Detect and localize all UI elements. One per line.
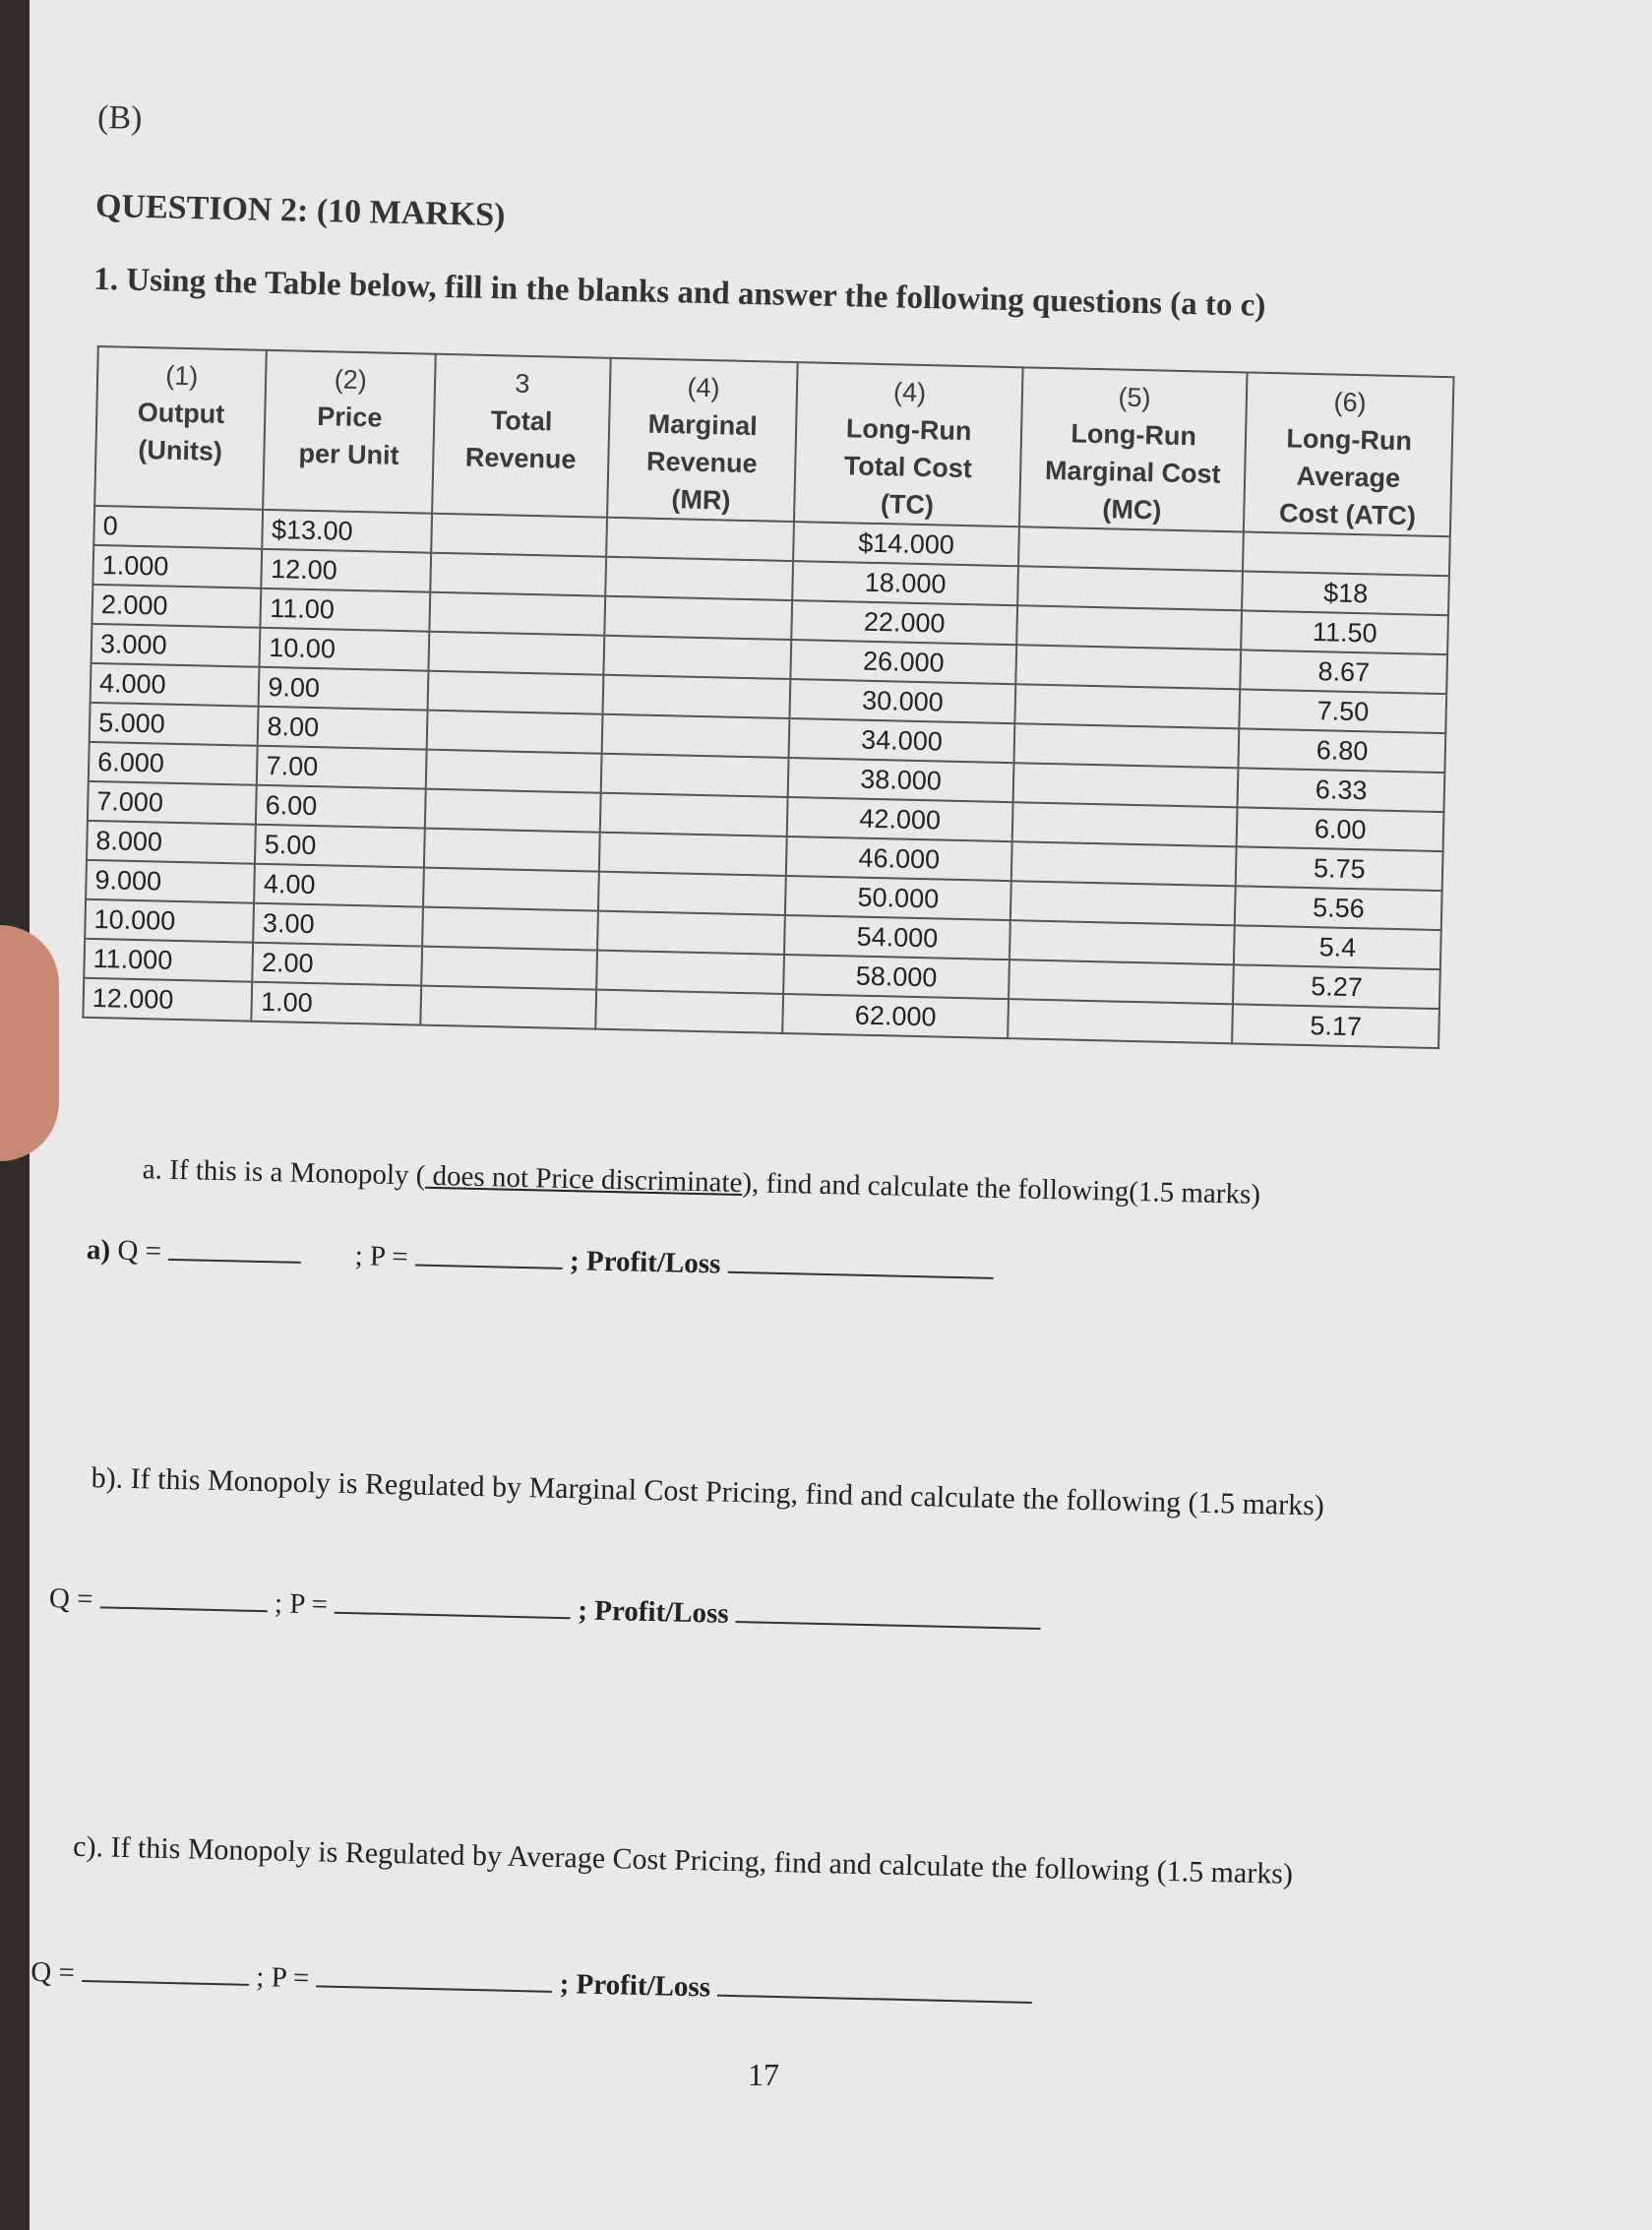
table-cell[interactable]	[1008, 999, 1233, 1043]
table-cell: 9.00	[259, 667, 428, 711]
column-title-line: Revenue	[645, 446, 758, 479]
p-label: ; P =	[274, 1587, 329, 1621]
table-cell[interactable]	[431, 514, 607, 557]
p-blank[interactable]	[316, 1959, 553, 1992]
column-header	[264, 350, 436, 514]
column-title-line: Average	[1296, 461, 1401, 494]
profit-blank[interactable]	[736, 1595, 1042, 1630]
table-cell: $13.00	[263, 510, 432, 553]
table-cell: 10.000	[85, 899, 254, 943]
table-cell[interactable]	[1013, 723, 1239, 768]
table-cell[interactable]	[603, 636, 791, 679]
table-cell[interactable]	[429, 592, 605, 636]
table-cell[interactable]	[598, 872, 786, 915]
table-cell: 5.17	[1233, 1004, 1439, 1048]
table-cell[interactable]	[597, 911, 785, 955]
q-blank[interactable]	[100, 1580, 269, 1612]
p-label: ; P =	[255, 1961, 310, 1995]
column-title-line: Marginal	[647, 408, 759, 442]
column-title-line: (MC)	[1102, 494, 1162, 526]
table-cell[interactable]	[430, 553, 606, 596]
table-cell: 5.00	[255, 825, 424, 868]
table-cell[interactable]	[604, 596, 792, 640]
column-header	[94, 346, 267, 510]
section-tag: (B)	[96, 98, 143, 137]
profit-label: ; Profit/Loss	[569, 1245, 721, 1280]
part-a-underlined: does not Price discriminate	[425, 1159, 743, 1200]
column-header	[1244, 372, 1453, 536]
table-cell: 1.00	[252, 982, 421, 1025]
table-cell[interactable]	[1017, 566, 1243, 610]
column-title-line: Total	[490, 405, 553, 437]
table-cell[interactable]	[1009, 960, 1234, 1004]
p-blank[interactable]	[335, 1586, 572, 1619]
column-title-line: Output	[137, 397, 225, 429]
column-title-line: (Units)	[138, 434, 223, 466]
column-title-line: (TC)	[880, 489, 935, 521]
table-cell: 11.50	[1242, 610, 1448, 654]
column-title-line: Cost (ATC)	[1278, 498, 1417, 531]
thumb	[0, 925, 59, 1161]
table-cell: 7.00	[257, 746, 426, 789]
table-cell: 38.000	[788, 758, 1013, 802]
table-cell[interactable]	[1010, 920, 1235, 964]
profit-label: ; Profit/Loss	[559, 1968, 711, 2004]
table-cell: 6.33	[1238, 768, 1444, 812]
table-cell: 8.67	[1241, 650, 1447, 694]
table-cell[interactable]	[605, 557, 793, 600]
table-cell[interactable]	[421, 947, 597, 990]
table-cell: 11.00	[261, 588, 430, 632]
table-cell[interactable]	[1015, 645, 1241, 689]
table-cell: 2.00	[253, 943, 422, 986]
table-cell: 4.000	[91, 663, 260, 707]
table-cell[interactable]	[420, 986, 596, 1029]
table-cell: 62.000	[782, 994, 1008, 1038]
table-cell: 18.000	[792, 561, 1017, 605]
table-cell: 2.000	[92, 585, 261, 628]
table-header-row	[94, 346, 1453, 536]
column-header	[1019, 367, 1248, 531]
paper-sheet	[30, 0, 1652, 2230]
q-label: Q =	[30, 1955, 76, 1989]
column-title-line: per Unit	[298, 438, 399, 470]
table-cell: 46.000	[786, 836, 1011, 881]
table-cell: 6.80	[1239, 728, 1445, 773]
table-cell[interactable]	[1014, 684, 1240, 728]
table-cell[interactable]	[422, 907, 598, 951]
table-cell[interactable]	[600, 754, 788, 797]
table-cell: 0	[93, 506, 263, 549]
column-number: (4)	[892, 377, 927, 408]
question-title: QUESTION 2: (10 MARKS)	[94, 187, 506, 234]
table-cell: 54.000	[784, 915, 1010, 960]
table-body	[83, 506, 1449, 1048]
table-cell: 4.00	[254, 864, 423, 907]
column-title-line: Price	[317, 402, 383, 433]
table-cell: 7.50	[1240, 689, 1446, 733]
table-cell[interactable]	[1243, 531, 1449, 576]
table-cell[interactable]	[426, 750, 602, 793]
column-header	[432, 354, 611, 518]
table-cell: 9.000	[86, 860, 255, 903]
q-label: Q =	[117, 1234, 162, 1268]
p-blank[interactable]	[415, 1239, 564, 1270]
table-cell[interactable]	[1016, 605, 1242, 650]
q-label: Q =	[48, 1582, 93, 1616]
column-title-line: Long-Run	[1286, 423, 1413, 457]
table-cell: 50.000	[785, 876, 1010, 920]
table-cell: 7.000	[88, 781, 257, 825]
table-cell[interactable]	[599, 833, 787, 876]
instruction: 1. Using the Table below, fill in the blanks and answer the following questions (a to c)	[92, 261, 1266, 324]
table-cell: 11.000	[84, 939, 253, 982]
table-cell: 22.000	[792, 600, 1017, 645]
table-cell: $14.000	[793, 522, 1018, 566]
table-cell: 5.000	[90, 703, 259, 746]
column-title-line: Long-Run	[845, 413, 972, 447]
q-blank[interactable]	[168, 1233, 302, 1264]
table-cell: 6.00	[256, 785, 425, 829]
table-cell[interactable]	[423, 868, 599, 911]
table-cell: 3.00	[254, 903, 423, 947]
column-number: (4)	[687, 372, 720, 403]
table-cell: 42.000	[787, 797, 1012, 841]
table-cell: 8.00	[258, 707, 427, 750]
profit-label: ; Profit/Loss	[577, 1594, 729, 1630]
column-title-line: Long-Run	[1071, 418, 1197, 452]
table-cell: 10.00	[260, 628, 429, 671]
column-header	[794, 362, 1022, 527]
column-header	[607, 358, 798, 522]
column-title-line: (MR)	[671, 484, 731, 516]
table-cell: 3.000	[92, 624, 261, 667]
table-cell: $18	[1242, 571, 1448, 615]
page-number: 17	[748, 2057, 779, 2092]
part-b-question: b). If this Monopoly is Regulated by Marginal Cost Pricing, find and calculate the following (1.5 marks)	[91, 1461, 1325, 1522]
cost-table	[82, 345, 1454, 1049]
profit-blank[interactable]	[727, 1246, 994, 1279]
column-title-line: Total Cost	[843, 451, 973, 484]
table-cell: 6.00	[1237, 807, 1443, 851]
part-a-label: a)	[86, 1233, 111, 1267]
table-cell: 34.000	[789, 718, 1014, 763]
column-number: (6)	[1333, 387, 1367, 418]
table-cell[interactable]	[426, 711, 602, 754]
table-cell[interactable]	[602, 675, 790, 718]
part-a-prefix: a. If this is a Monopoly (	[142, 1153, 426, 1192]
column-title-line: Marginal Cost	[1044, 455, 1221, 489]
table-cell[interactable]	[1010, 881, 1236, 925]
table-cell[interactable]	[1012, 802, 1238, 846]
table-cell: 5.56	[1235, 886, 1441, 930]
table-cell: 26.000	[791, 640, 1016, 684]
column-number: (5)	[1118, 382, 1151, 413]
table-cell: 8.000	[87, 821, 256, 864]
table-cell: 5.27	[1233, 964, 1439, 1009]
table-cell[interactable]	[425, 789, 601, 833]
part-a-suffix: ), find and calculate the following(1.5 marks)	[742, 1167, 1261, 1210]
table-cell[interactable]	[1011, 841, 1237, 886]
table-cell[interactable]	[428, 632, 604, 675]
table-cell[interactable]	[1012, 763, 1238, 807]
part-c-question: c). If this Monopoly is Regulated by Average Cost Pricing, find and calculate the following (1.5 marks)	[72, 1829, 1294, 1890]
table-cell: 5.75	[1236, 846, 1442, 891]
column-number: (2)	[334, 364, 368, 396]
column-number: (1)	[165, 360, 199, 392]
table-cell: 58.000	[783, 955, 1009, 999]
table-cell: 5.4	[1234, 925, 1440, 969]
column-title-line: Revenue	[464, 442, 577, 475]
table-cell: 30.000	[790, 679, 1015, 723]
table-cell[interactable]	[606, 518, 794, 561]
table-cell[interactable]	[595, 990, 783, 1033]
profit-blank[interactable]	[717, 1969, 1033, 2004]
p-label: ; P =	[354, 1240, 408, 1273]
table-cell[interactable]	[424, 829, 600, 872]
table-cell[interactable]	[600, 793, 788, 836]
table-cell[interactable]	[427, 671, 603, 714]
table-cell: 1.000	[92, 545, 262, 588]
column-number: 3	[515, 368, 530, 399]
table-cell: 12.000	[83, 978, 252, 1022]
table-cell[interactable]	[601, 714, 789, 758]
table-cell[interactable]	[596, 951, 784, 994]
table-cell: 6.000	[89, 742, 258, 785]
table-cell[interactable]	[1018, 527, 1244, 571]
q-blank[interactable]	[82, 1954, 250, 1986]
table-cell: 12.00	[262, 549, 431, 592]
